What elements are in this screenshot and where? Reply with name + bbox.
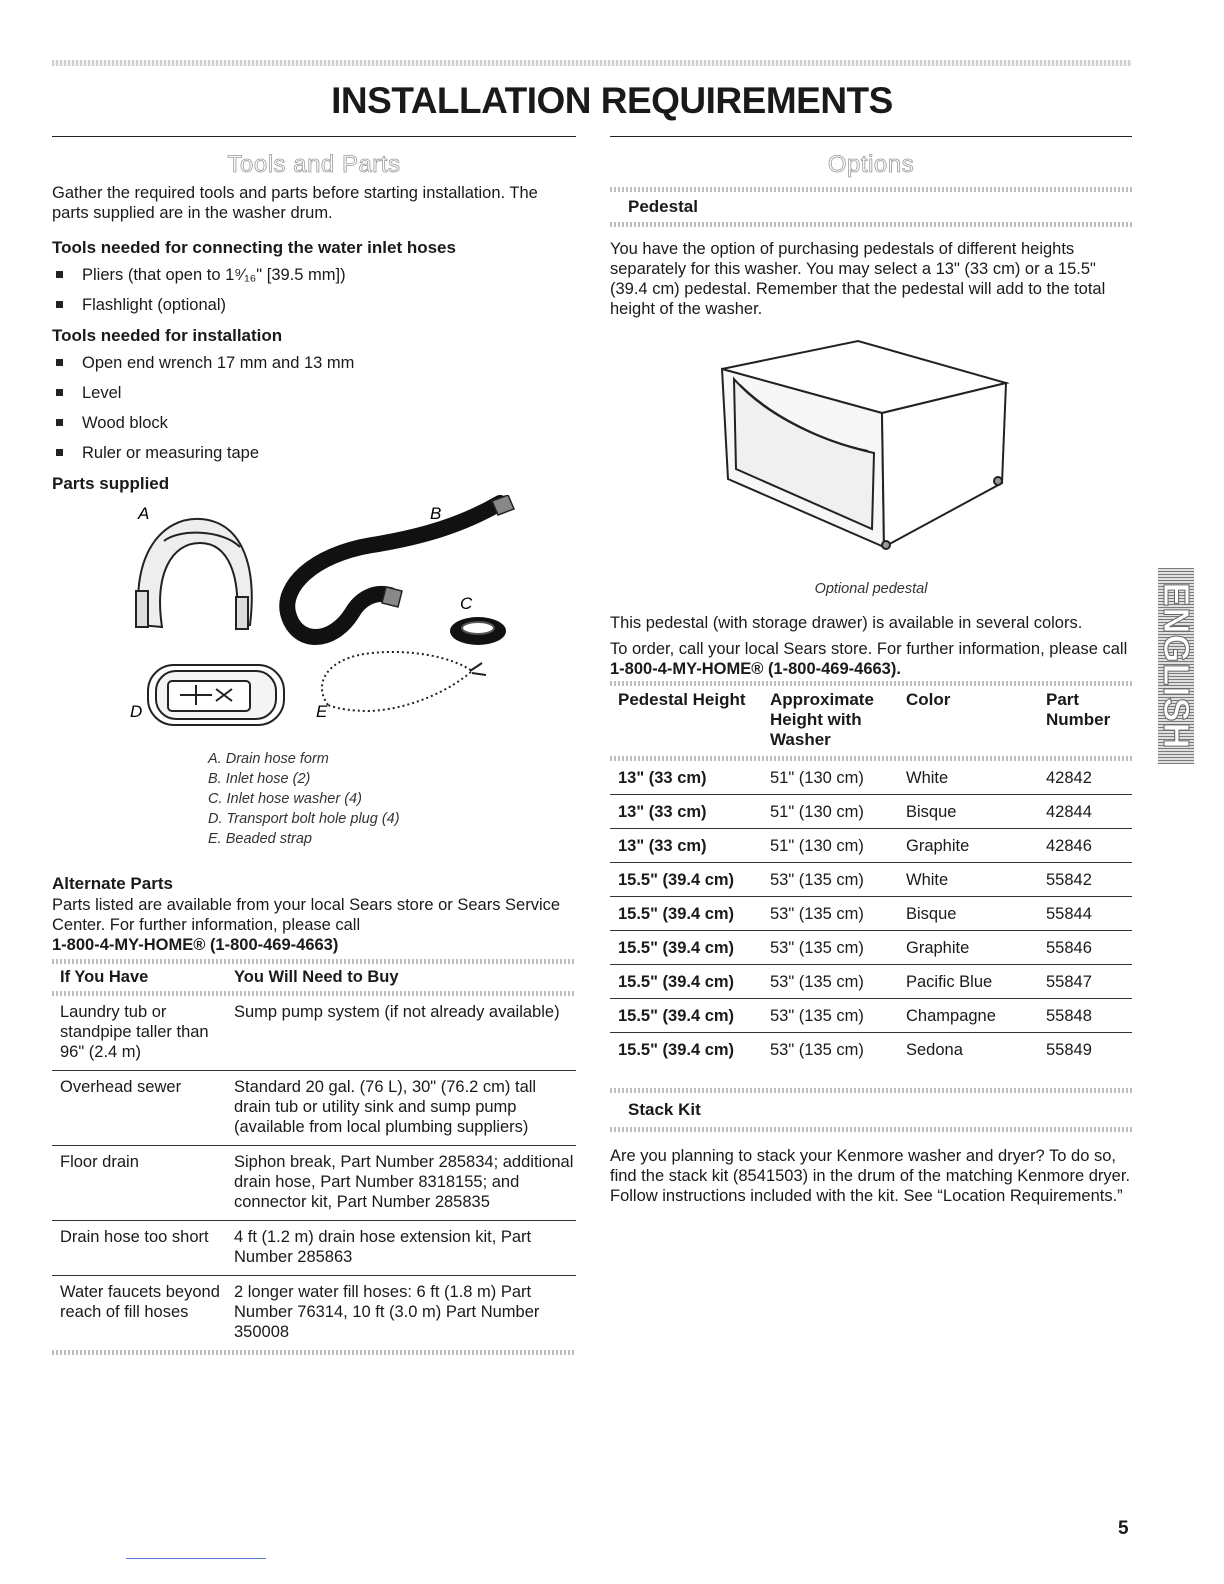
cell-buy: Sump pump system (if not already available) <box>226 996 576 1071</box>
page-title: INSTALLATION REQUIREMENTS <box>331 80 893 121</box>
page-number: 5 <box>1118 1518 1129 1539</box>
list-item: Pliers (that open to 1⁹⁄₁₆" [39.5 mm]) <box>52 265 576 285</box>
list-item: Ruler or measuring tape <box>52 443 576 463</box>
section-rule <box>610 136 1132 137</box>
parts-illustration <box>52 495 576 745</box>
dotted-rule <box>610 1127 1132 1132</box>
cell: 15.5" (39.4 cm) <box>610 863 762 897</box>
alternate-heading: Alternate Parts <box>52 874 173 893</box>
table-row <box>52 1276 576 1351</box>
cell: 42846 <box>1038 829 1132 863</box>
table-row <box>52 1221 576 1276</box>
tools-intro: Gather the required tools and parts before starting installation. The parts supplied are in the washer drum. <box>52 184 538 222</box>
cell: 55847 <box>1038 965 1132 999</box>
label-a: A <box>138 504 150 523</box>
english-tab-label: ENGLISH <box>1156 582 1197 750</box>
cell: White <box>898 761 1038 795</box>
label-e: E <box>316 702 328 721</box>
cell: 15.5" (39.4 cm) <box>610 965 762 999</box>
list-item: Wood block <box>52 413 576 433</box>
legend-item: E. Beaded strap <box>208 831 312 847</box>
cell: 51" (130 cm) <box>762 761 898 795</box>
beaded-strap-icon <box>322 652 486 711</box>
pedestal-table <box>610 686 1132 1066</box>
cell: 53" (135 cm) <box>762 863 898 897</box>
pedestal-caption: Optional pedestal <box>814 581 928 597</box>
footer-line <box>126 1558 266 1559</box>
table-row <box>610 931 1132 965</box>
cell: 15.5" (39.4 cm) <box>618 1040 735 1059</box>
cell-have: Overhead sewer <box>52 1071 226 1146</box>
cell-have: Laundry tub or standpipe taller than 96" (2.4 m) <box>52 996 226 1071</box>
cell: 53" (135 cm) <box>770 1040 864 1059</box>
section-rule <box>52 136 576 137</box>
cell: 53" (135 cm) <box>762 897 898 931</box>
hoses-list <box>52 265 576 315</box>
legend-item: D. Transport bolt hole plug (4) <box>208 811 400 827</box>
stack-kit-text: Are you planning to stack your Kenmore washer and dryer? To do so, find the stack kit (8541503) in the drum of the matching Kenmore dryer. Follow instructions included with the kit. See “Location Requirements.” <box>610 1147 1131 1205</box>
table-row <box>52 1146 576 1221</box>
legend-item: B. Inlet hose (2) <box>208 771 311 787</box>
cell: 53" (135 cm) <box>762 965 898 999</box>
legend-item: C. Inlet hose washer (4) <box>208 791 362 807</box>
colors-text: This pedestal (with storage drawer) is available in several colors. <box>610 614 1083 632</box>
pedestal-illustration <box>610 329 1132 573</box>
parts-heading: Parts supplied <box>52 474 170 493</box>
cell: Bisque <box>898 897 1038 931</box>
col-header-have: If You Have <box>60 968 149 986</box>
cell-buy: 4 ft (1.2 m) drain hose extension kit, Part Number 285863 <box>226 1221 576 1276</box>
cell: Pacific Blue <box>898 965 1038 999</box>
cell: 15.5" (39.4 cm) <box>610 999 762 1033</box>
left-column <box>52 136 576 1355</box>
label-b: B <box>430 504 442 523</box>
cell-have: Drain hose too short <box>52 1221 226 1276</box>
table-row <box>610 1033 1132 1067</box>
cell: 13" (33 cm) <box>610 795 762 829</box>
table-row <box>610 829 1132 863</box>
dotted-rule <box>52 1350 576 1355</box>
table-header-row <box>52 964 576 991</box>
alternate-intro: Parts listed are available from your local Sears store or Sears Service Center. For further information, please call <box>52 896 561 934</box>
inlet-hose-icon <box>287 495 514 637</box>
table-row <box>52 1071 576 1146</box>
cell: 42844 <box>1038 795 1132 829</box>
cell: 55846 <box>1038 931 1132 965</box>
list-item: Open end wrench 17 mm and 13 mm <box>52 353 576 373</box>
table-header-row <box>610 686 1132 756</box>
table-row <box>610 863 1132 897</box>
col-header-approx: Approximate Height with Washer <box>770 690 874 749</box>
cell: 13" (33 cm) <box>610 829 762 863</box>
cell: Sedona <box>906 1040 963 1059</box>
cell: 51" (130 cm) <box>762 795 898 829</box>
top-dotted-bar <box>52 60 1132 66</box>
install-list <box>52 353 576 463</box>
label-c: C <box>460 594 473 613</box>
col-header-part: Part Number <box>1046 690 1111 729</box>
cell: 53" (135 cm) <box>762 931 898 965</box>
pedestal-text: You have the option of purchasing pedestals of different heights separately for this washer. You may select a 13" (33 cm) or a 15.5" (39.4 cm) pedestal. Remember that the pedestal will add to the total height of the washer. <box>610 240 1106 318</box>
hoses-heading: Tools needed for connecting the water inlet hoses <box>52 238 456 257</box>
alternate-parts-table <box>52 964 576 1350</box>
stack-kit-heading: Stack Kit <box>628 1100 701 1119</box>
cell: 15.5" (39.4 cm) <box>610 897 762 931</box>
english-side-tab <box>1156 568 1197 764</box>
cell: Graphite <box>898 829 1038 863</box>
parts-legend <box>52 749 576 849</box>
label-d: D <box>130 702 143 721</box>
right-column <box>610 136 1132 1206</box>
table-row <box>610 999 1132 1033</box>
list-item: Level <box>52 383 576 403</box>
cell-have: Water faucets beyond reach of fill hoses <box>60 1283 220 1321</box>
order-phone: 1-800-4-MY-HOME® (1-800-469-4663). <box>610 660 901 678</box>
cell: Graphite <box>898 931 1038 965</box>
cell: 55842 <box>1038 863 1132 897</box>
cell: 15.5" (39.4 cm) <box>610 931 762 965</box>
cell: 55844 <box>1038 897 1132 931</box>
pedestal-heading: Pedestal <box>628 197 698 216</box>
tools-heading: Tools and Parts <box>227 151 401 178</box>
legend-item: A. Drain hose form <box>208 751 329 767</box>
transport-bolt-plug-icon <box>148 665 284 725</box>
dotted-rule <box>610 187 1132 192</box>
list-item: Flashlight (optional) <box>52 295 576 315</box>
install-heading: Tools needed for installation <box>52 326 283 345</box>
col-header-color: Color <box>906 690 951 709</box>
col-header-buy: You Will Need to Buy <box>234 968 399 986</box>
dotted-rule <box>610 1088 1132 1093</box>
cell: 51" (130 cm) <box>762 829 898 863</box>
cell-buy: 2 longer water fill hoses: 6 ft (1.8 m) Part Number 76314, 10 ft (3.0 m) Part Number 350008 <box>234 1283 540 1341</box>
cell: White <box>898 863 1038 897</box>
cell: 55848 <box>1038 999 1132 1033</box>
cell: 53" (135 cm) <box>762 999 898 1033</box>
drain-hose-form-icon <box>136 519 252 629</box>
order-text: To order, call your local Sears store. For further information, please call <box>610 640 1128 658</box>
dotted-rule <box>610 222 1132 227</box>
cell: 55849 <box>1046 1040 1092 1059</box>
table-row <box>610 795 1132 829</box>
table-row <box>610 897 1132 931</box>
inlet-hose-washer-icon <box>450 617 506 645</box>
cell-have: Floor drain <box>52 1146 226 1221</box>
col-header-height: Pedestal Height <box>618 690 746 709</box>
cell-buy: Standard 20 gal. (76 L), 30" (76.2 cm) tall drain tub or utility sink and sump pump (available from local plumbing suppliers) <box>226 1071 576 1146</box>
cell: 13" (33 cm) <box>610 761 762 795</box>
cell: 42842 <box>1038 761 1132 795</box>
table-row <box>52 996 576 1071</box>
table-row <box>610 965 1132 999</box>
table-row <box>610 761 1132 795</box>
pedestal-icon <box>722 341 1006 549</box>
alternate-phone: 1-800-4-MY-HOME® (1-800-469-4663) <box>52 936 339 954</box>
options-heading: Options <box>827 151 915 178</box>
cell: Champagne <box>898 999 1038 1033</box>
cell-buy: Siphon break, Part Number 285834; additional drain hose, Part Number 8318155; and connector kit, Part Number 285835 <box>226 1146 576 1221</box>
cell: Bisque <box>898 795 1038 829</box>
